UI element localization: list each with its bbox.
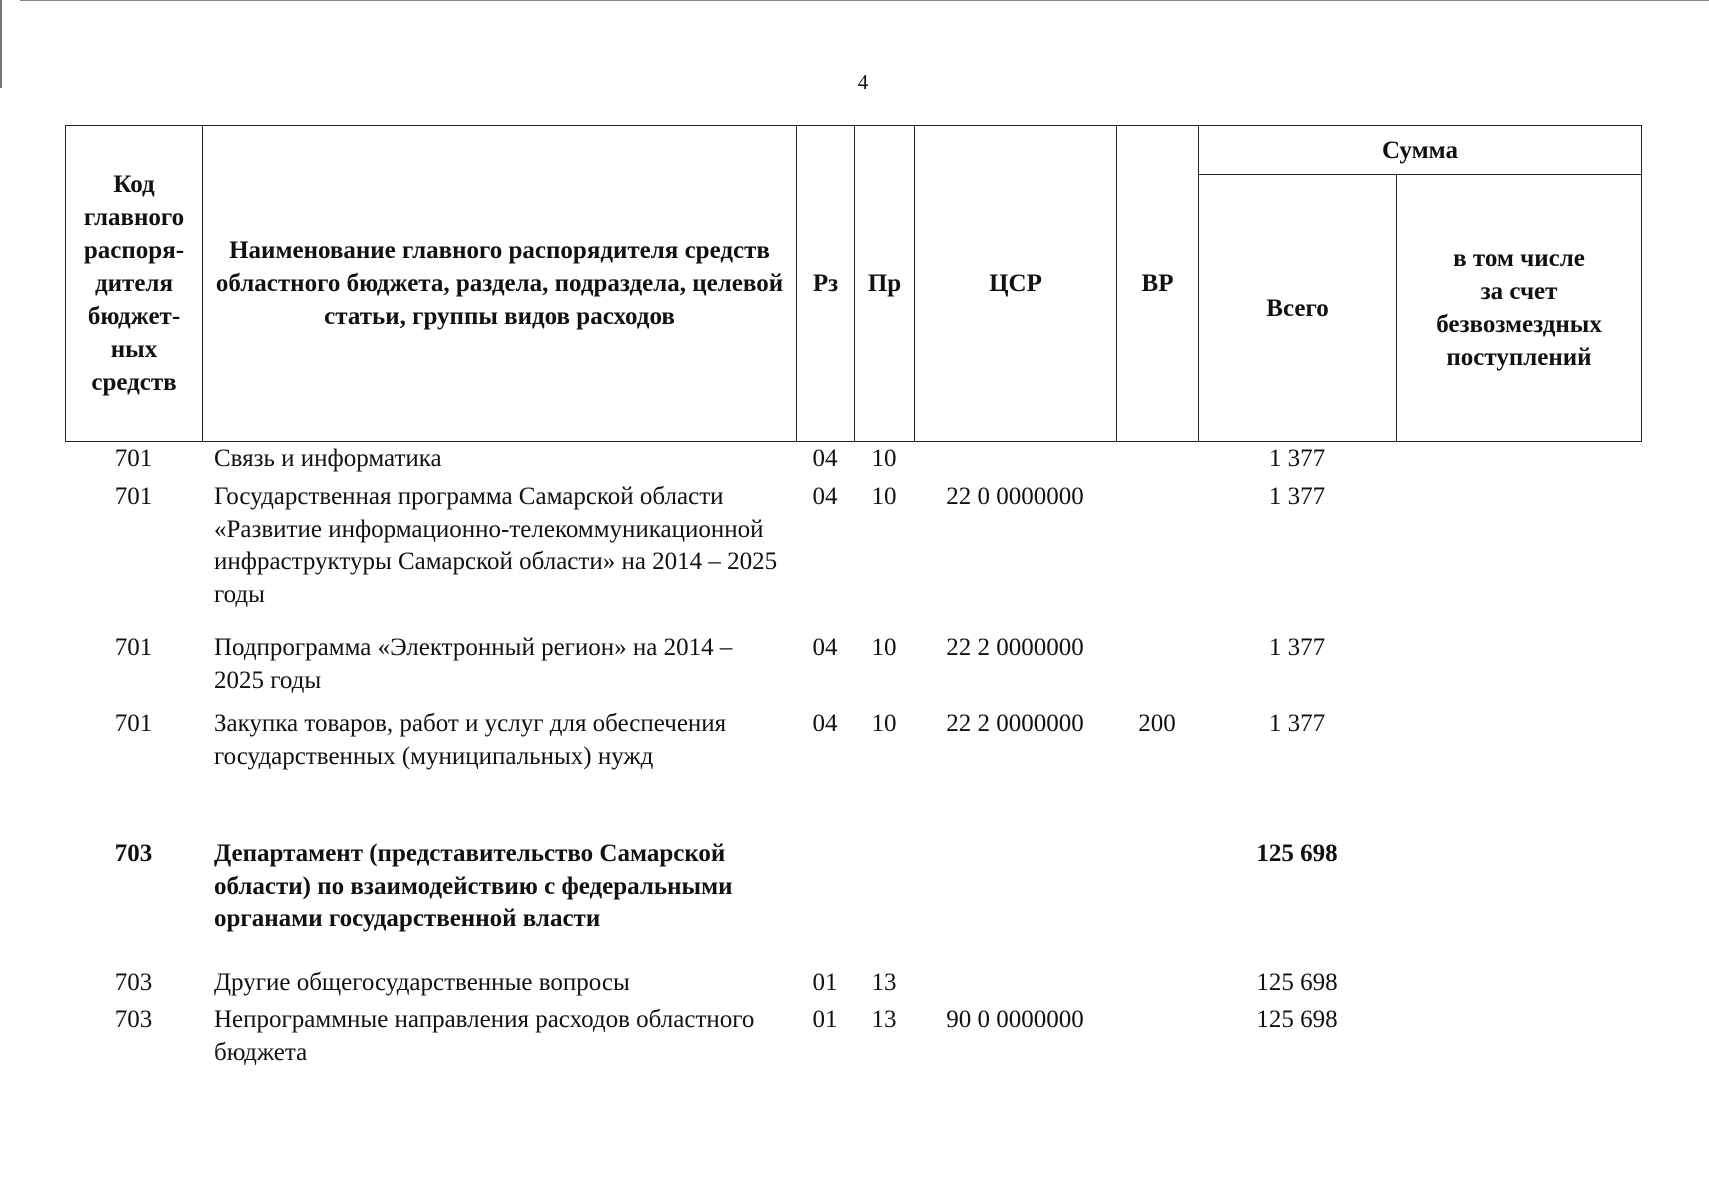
row-code: 701 — [114, 634, 153, 661]
row-rz: 04 — [812, 445, 838, 472]
header-pr: Пр — [855, 126, 915, 442]
row-csr: 22 0 0000000 — [946, 483, 1084, 510]
row-pr: 13 — [871, 1006, 897, 1033]
row-pr: 13 — [871, 969, 897, 996]
row-pr: 10 — [871, 445, 897, 472]
header-total: Всего — [1199, 175, 1397, 442]
header-summa: Сумма — [1199, 126, 1642, 175]
page-number: 4 — [857, 70, 869, 94]
header-csr: ЦСР — [915, 126, 1117, 442]
header-code: Код главного распоря- дителя бюджет- ных средств — [66, 126, 203, 442]
row-pr: 10 — [871, 634, 897, 661]
row-csr: 22 2 0000000 — [946, 634, 1084, 661]
row-total: 1 377 — [1268, 710, 1326, 737]
row-rz: 04 — [812, 634, 838, 661]
row-total: 1 377 — [1268, 634, 1326, 661]
row-name: Закупка товаров, работ и услуг для обеспечения государственных (муниципальных) нужд — [214, 710, 727, 770]
row-total: 125 698 — [1256, 1006, 1338, 1033]
header-name: Наименование главного распорядителя средств областного бюджета, раздела, подраздела, целевой статьи, группы видов расходов — [203, 126, 797, 442]
row-name: Департамент (представительство Самарской области) по взаимодействию с федеральными органами государственной власти — [214, 840, 733, 932]
row-total: 1 377 — [1268, 483, 1326, 510]
row-name: Непрограммные направления расходов областного бюджета — [214, 1006, 755, 1066]
row-code: 703 — [114, 840, 153, 867]
row-rz: 04 — [812, 710, 838, 737]
row-name: Связь и информатика — [214, 445, 442, 472]
row-code: 703 — [114, 969, 153, 996]
row-vr: 200 — [1138, 710, 1176, 737]
row-code: 701 — [114, 483, 153, 510]
row-code: 703 — [114, 1006, 153, 1033]
row-rz: 01 — [812, 969, 838, 996]
row-total: 1 377 — [1268, 445, 1326, 472]
row-total: 125 698 — [1256, 969, 1338, 996]
row-pr: 10 — [871, 483, 897, 510]
row-code: 701 — [114, 710, 153, 737]
row-name: Подпрограмма «Электронный регион» на 2014 – 2025 годы — [214, 634, 733, 694]
header-vr: ВР — [1117, 126, 1199, 442]
row-name: Государственная программа Самарской области «Развитие информационно-телекоммуникационной инфраструктуры Самарской области» на 2014 – 2025 годы — [214, 483, 778, 608]
header-free: в том числе за счет безвозмездных поступлений — [1397, 175, 1642, 442]
row-code: 701 — [114, 445, 153, 472]
row-csr: 22 2 0000000 — [946, 710, 1084, 737]
row-rz: 01 — [812, 1006, 838, 1033]
row-csr: 90 0 0000000 — [946, 1006, 1084, 1033]
row-name: Другие общегосударственные вопросы — [214, 969, 630, 996]
row-pr: 10 — [871, 710, 897, 737]
row-total: 125 698 — [1256, 840, 1338, 867]
header-rz: Рз — [797, 126, 855, 442]
row-rz: 04 — [812, 483, 838, 510]
